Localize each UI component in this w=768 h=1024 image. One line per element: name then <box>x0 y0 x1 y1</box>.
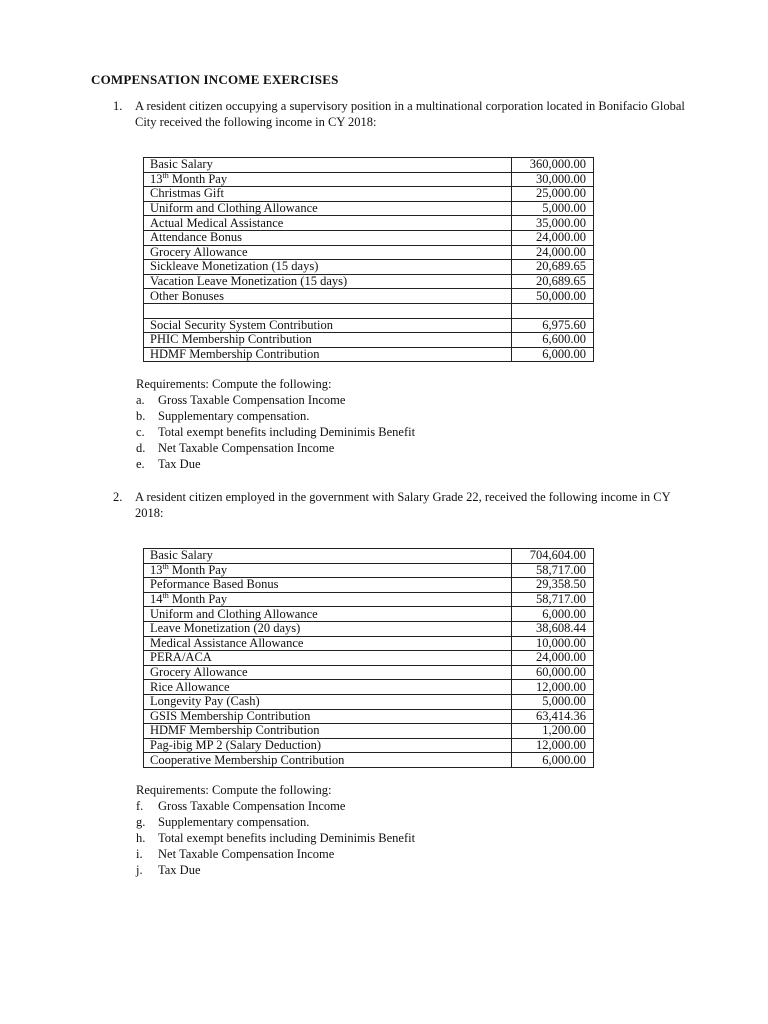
requirement-text: Supplementary compensation. <box>158 409 310 423</box>
requirement-letter: f. <box>136 799 144 813</box>
row-label <box>144 592 512 607</box>
table-row <box>144 172 594 187</box>
row-amount: 20,689.65 <box>512 260 594 275</box>
row-label <box>144 303 512 318</box>
row-label: PHIC Membership Contribution <box>144 333 512 348</box>
row-label: Sickleave Monetization (15 days) <box>144 260 512 275</box>
row-amount: 12,000.00 <box>512 680 594 695</box>
row-label: Basic Salary <box>144 158 512 173</box>
requirement-text: Net Taxable Compensation Income <box>158 847 335 861</box>
requirement-item <box>136 798 346 814</box>
row-amount: 704,604.00 <box>512 549 594 564</box>
row-amount: 38,608.44 <box>512 621 594 636</box>
table-row <box>144 318 594 333</box>
requirement-text: Tax Due <box>158 863 201 877</box>
table-row <box>144 245 594 260</box>
table-row <box>144 289 594 304</box>
table-row <box>144 665 594 680</box>
row-label: Social Security System Contribution <box>144 318 512 333</box>
table-row <box>144 709 594 724</box>
row-label: Longevity Pay (Cash) <box>144 694 512 709</box>
row-label: Other Bonuses <box>144 289 512 304</box>
row-label: Pag-ibig MP 2 (Salary Deduction) <box>144 738 512 753</box>
row-amount: 63,414.36 <box>512 709 594 724</box>
row-label: Medical Assistance Allowance <box>144 636 512 651</box>
row-amount: 58,717.00 <box>512 563 594 578</box>
row-amount: 58,717.00 <box>512 592 594 607</box>
requirement-text: Total exempt benefits including Deminimis Benefit <box>158 831 416 845</box>
table-row <box>144 333 594 348</box>
table-row <box>144 753 594 768</box>
table-row <box>144 621 594 636</box>
row-label: HDMF Membership Contribution <box>144 347 512 362</box>
table-row <box>144 636 594 651</box>
table-row <box>144 724 594 739</box>
requirement-text: Tax Due <box>158 457 201 471</box>
row-amount: 5,000.00 <box>512 694 594 709</box>
requirement-letter: g. <box>136 815 146 829</box>
requirement-letter: d. <box>136 441 146 455</box>
row-amount: 6,600.00 <box>512 333 594 348</box>
exercise-1-requirements <box>136 376 416 472</box>
row-amount: 24,000.00 <box>512 651 594 666</box>
requirement-letter: h. <box>136 831 146 845</box>
row-amount: 50,000.00 <box>512 289 594 304</box>
requirement-item <box>136 814 331 830</box>
row-label: Leave Monetization (20 days) <box>144 621 512 636</box>
requirement-item <box>136 440 335 456</box>
exercise-2-requirements <box>136 782 416 878</box>
table-row <box>144 347 594 362</box>
row-label: Grocery Allowance <box>144 245 512 260</box>
row-amount: 12,000.00 <box>512 738 594 753</box>
row-label-number: 14 <box>150 592 163 607</box>
row-label-text: Month Pay <box>168 562 228 577</box>
row-label: Basic Salary <box>144 549 512 564</box>
table-row <box>144 549 594 564</box>
exercise-2-number: 2. <box>113 490 123 504</box>
requirement-text: Total exempt benefits including Deminimis Benefit <box>158 425 416 439</box>
row-label: GSIS Membership Contribution <box>144 709 512 724</box>
table-row <box>144 563 594 578</box>
table-row <box>144 216 594 231</box>
exercise-2-prompt <box>113 489 693 523</box>
row-amount: 5,000.00 <box>512 201 594 216</box>
requirement-letter: a. <box>136 393 145 407</box>
row-label: HDMF Membership Contribution <box>144 724 512 739</box>
exercise-1-number: 1. <box>113 99 123 113</box>
requirement-letter: c. <box>136 425 145 439</box>
table-row <box>144 651 594 666</box>
row-amount: 24,000.00 <box>512 245 594 260</box>
exercise-1-text: A resident citizen occupying a supervisory position in a multinational corporation located in Bonifacio Global City received the following income in CY 2018: <box>135 99 685 129</box>
row-amount: 30,000.00 <box>512 172 594 187</box>
requirement-letter: b. <box>136 409 146 423</box>
row-amount: 10,000.00 <box>512 636 594 651</box>
table-row <box>144 230 594 245</box>
row-amount: 24,000.00 <box>512 230 594 245</box>
table-row <box>144 694 594 709</box>
row-label: Uniform and Clothing Allowance <box>144 201 512 216</box>
row-label-number: 13 <box>150 171 163 186</box>
table-row <box>144 607 594 622</box>
row-label: Peformance Based Bonus <box>144 578 512 593</box>
requirement-item <box>136 830 416 846</box>
table-row <box>144 201 594 216</box>
requirement-letter: j. <box>136 863 143 877</box>
row-label: Grocery Allowance <box>144 665 512 680</box>
document-title: COMPENSATION INCOME EXERCISES <box>91 72 339 87</box>
requirement-text: Gross Taxable Compensation Income <box>158 393 346 407</box>
row-amount: 25,000.00 <box>512 187 594 202</box>
requirement-item <box>136 392 346 408</box>
requirement-letter: i. <box>136 847 143 861</box>
row-amount: 6,975.60 <box>512 318 594 333</box>
requirement-item <box>136 424 416 440</box>
requirements-header: Requirements: Compute the following: <box>136 783 332 797</box>
row-label: Uniform and Clothing Allowance <box>144 607 512 622</box>
row-amount: 6,000.00 <box>512 753 594 768</box>
requirement-item <box>136 862 331 878</box>
table-row <box>144 187 594 202</box>
requirement-letter: e. <box>136 457 145 471</box>
row-label: Actual Medical Assistance <box>144 216 512 231</box>
row-amount: 60,000.00 <box>512 665 594 680</box>
row-amount: 6,000.00 <box>512 607 594 622</box>
requirement-text: Gross Taxable Compensation Income <box>158 799 346 813</box>
requirement-item <box>136 408 331 424</box>
row-label <box>144 563 512 578</box>
row-amount: 6,000.00 <box>512 347 594 362</box>
requirement-text: Net Taxable Compensation Income <box>158 441 335 455</box>
table-row <box>144 738 594 753</box>
requirements-header: Requirements: Compute the following: <box>136 377 332 391</box>
row-amount: 360,000.00 <box>512 158 594 173</box>
exercise-2-text: A resident citizen employed in the government with Salary Grade 22, received the following income in CY 2018: <box>135 490 671 520</box>
table-row <box>144 592 594 607</box>
exercise-1-income-table <box>143 157 594 362</box>
row-label-number: 13 <box>150 562 163 577</box>
row-label: Rice Allowance <box>144 680 512 695</box>
exercise-2-income-table <box>143 548 594 768</box>
row-label-ordinal: th <box>162 590 169 600</box>
row-amount: 29,358.50 <box>512 578 594 593</box>
table-row <box>144 578 594 593</box>
row-amount: 1,200.00 <box>512 724 594 739</box>
row-label: PERA/ACA <box>144 651 512 666</box>
row-label: Christmas Gift <box>144 187 512 202</box>
row-label-ordinal: th <box>162 561 169 571</box>
table-row <box>144 274 594 289</box>
exercise-1-prompt <box>113 98 693 132</box>
row-label: Vacation Leave Monetization (15 days) <box>144 274 512 289</box>
row-label: Cooperative Membership Contribution <box>144 753 512 768</box>
table-row <box>144 303 594 318</box>
table-row <box>144 680 594 695</box>
row-label: Attendance Bonus <box>144 230 512 245</box>
table-row <box>144 158 594 173</box>
row-amount <box>512 303 594 318</box>
row-label <box>144 172 512 187</box>
row-label-text: Month Pay <box>168 171 228 186</box>
table-row <box>144 260 594 275</box>
requirement-item <box>136 456 331 472</box>
row-amount: 35,000.00 <box>512 216 594 231</box>
row-label-text: Month Pay <box>168 592 228 607</box>
row-label-ordinal: th <box>162 170 169 180</box>
requirement-text: Supplementary compensation. <box>158 815 310 829</box>
requirement-item <box>136 846 335 862</box>
row-amount: 20,689.65 <box>512 274 594 289</box>
